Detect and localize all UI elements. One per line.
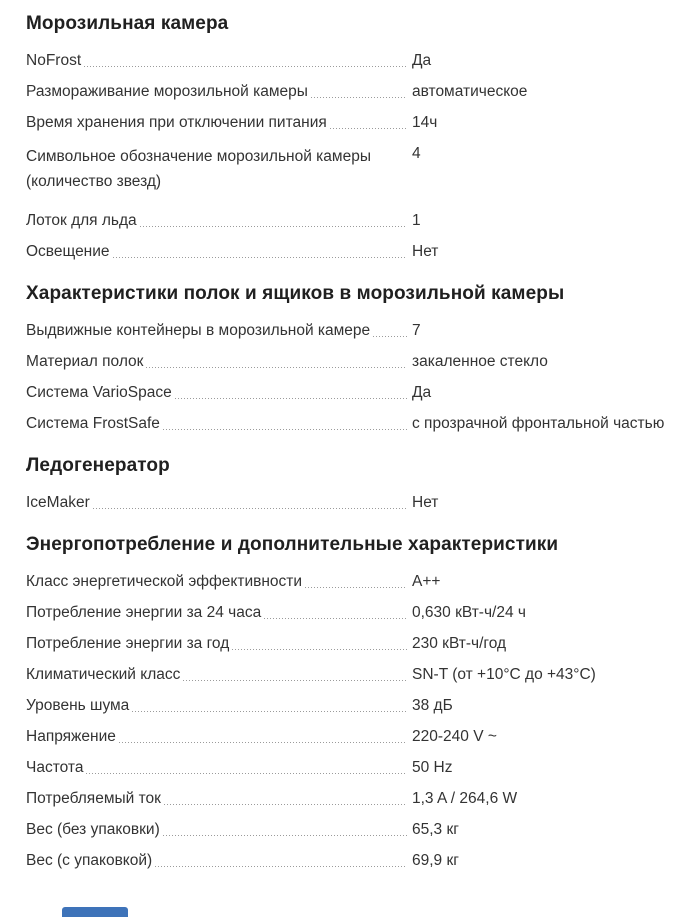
section-title: Характеристики полок и ящиков в морозильной камеры bbox=[26, 283, 565, 304]
spec-row bbox=[26, 789, 665, 808]
spec-label: Вес (без упаковки) bbox=[26, 821, 160, 838]
spec-label: Система VarioSpace bbox=[26, 384, 172, 401]
spec-label: NoFrost bbox=[26, 52, 82, 69]
spec-label: Напряжение bbox=[26, 728, 116, 745]
spec-label: Материал полок bbox=[26, 353, 144, 370]
spec-row bbox=[26, 113, 665, 132]
spec-value: 14ч bbox=[412, 114, 438, 131]
spec-label-area bbox=[26, 113, 412, 132]
spec-label-area bbox=[26, 321, 412, 340]
spec-label-area bbox=[26, 665, 412, 684]
spec-value: закаленное стекло bbox=[412, 353, 548, 370]
spec-label-area bbox=[26, 572, 412, 591]
spec-label: Символьное обозначение морозильной камеры (количество звезд) bbox=[26, 148, 371, 190]
spec-value: 0,630 кВт-ч/24 ч bbox=[412, 604, 526, 621]
spec-label-area bbox=[26, 493, 412, 512]
spec-row bbox=[26, 696, 665, 715]
dotted-leader bbox=[264, 618, 407, 619]
spec-label: Размораживание морозильной камеры bbox=[26, 83, 308, 100]
dotted-leader bbox=[311, 97, 407, 98]
dotted-leader bbox=[93, 508, 407, 509]
spec-label: Частота bbox=[26, 759, 84, 776]
spec-label-area bbox=[26, 211, 412, 230]
spec-value: автоматическое bbox=[412, 83, 528, 100]
dotted-leader bbox=[132, 711, 407, 712]
spec-label: Лоток для льда bbox=[26, 212, 137, 229]
spec-label-area bbox=[26, 82, 412, 101]
spec-label-area bbox=[26, 383, 412, 402]
spec-label-area bbox=[26, 727, 412, 746]
dotted-leader bbox=[155, 866, 407, 867]
dotted-leader bbox=[330, 128, 407, 129]
dotted-leader bbox=[86, 773, 407, 774]
spec-value: 230 кВт-ч/год bbox=[412, 635, 507, 652]
spec-value: 1 bbox=[412, 212, 421, 229]
spec-row bbox=[26, 572, 665, 591]
spec-label: Потребление энергии за 24 часа bbox=[26, 604, 262, 621]
dotted-leader bbox=[164, 804, 407, 805]
spec-row bbox=[26, 758, 665, 777]
spec-row bbox=[26, 383, 665, 402]
spec-row bbox=[26, 352, 665, 371]
spec-row bbox=[26, 603, 665, 622]
spec-label: Система FrostSafe bbox=[26, 415, 160, 432]
dotted-leader bbox=[84, 66, 407, 67]
spec-row bbox=[26, 851, 665, 870]
dotted-leader bbox=[163, 835, 407, 836]
spec-label: Класс энергетической эффективности bbox=[26, 573, 303, 590]
dotted-leader bbox=[175, 398, 407, 399]
spec-row bbox=[26, 727, 665, 746]
spec-label: Вес (с упаковкой) bbox=[26, 852, 153, 869]
section-title: Ледогенератор bbox=[26, 455, 170, 476]
dotted-leader bbox=[146, 367, 407, 368]
dotted-leader bbox=[163, 429, 407, 430]
spec-label-area bbox=[26, 820, 412, 839]
dotted-leader bbox=[373, 336, 407, 337]
spec-value: 69,9 кг bbox=[412, 852, 459, 869]
spec-label-area bbox=[26, 758, 412, 777]
spec-label-area bbox=[26, 352, 412, 371]
spec-value: 38 дБ bbox=[412, 697, 453, 714]
dotted-leader bbox=[232, 649, 407, 650]
spec-sections bbox=[26, 12, 665, 870]
spec-row bbox=[26, 144, 665, 194]
spec-label-area bbox=[26, 603, 412, 622]
partially-visible-blue-element[interactable] bbox=[62, 907, 128, 917]
spec-label-area bbox=[26, 144, 412, 194]
spec-label-area bbox=[26, 789, 412, 808]
spec-value: 50 Hz bbox=[412, 759, 453, 776]
spec-value: A++ bbox=[412, 573, 441, 590]
spec-value: 7 bbox=[412, 322, 421, 339]
spec-label: Освещение bbox=[26, 243, 110, 260]
spec-label: Уровень шума bbox=[26, 697, 130, 714]
spec-value: Да bbox=[412, 384, 432, 401]
spec-label-area bbox=[26, 51, 412, 70]
spec-label: IceMaker bbox=[26, 494, 90, 511]
dotted-leader bbox=[140, 226, 407, 227]
spec-label: Климатический класс bbox=[26, 666, 181, 683]
spec-value: 220-240 V ~ bbox=[412, 728, 497, 745]
spec-label-area bbox=[26, 851, 412, 870]
spec-label: Потребление энергии за год bbox=[26, 635, 230, 652]
spec-row bbox=[26, 820, 665, 839]
spec-label-area bbox=[26, 242, 412, 261]
spec-label: Выдвижные контейнеры в морозильной камере bbox=[26, 322, 371, 339]
spec-row bbox=[26, 82, 665, 101]
spec-value: SN-T (от +10°C до +43°C) bbox=[412, 666, 596, 683]
spec-value: Нет bbox=[412, 243, 439, 260]
spec-row bbox=[26, 665, 665, 684]
dotted-leader bbox=[113, 257, 407, 258]
spec-row bbox=[26, 242, 665, 261]
spec-row bbox=[26, 493, 665, 512]
spec-label-area bbox=[26, 634, 412, 653]
spec-value: с прозрачной фронтальной частью bbox=[412, 415, 665, 432]
spec-row bbox=[26, 321, 665, 340]
spec-label: Потребляемый ток bbox=[26, 790, 161, 807]
spec-row bbox=[26, 414, 665, 433]
section-title: Энергопотребление и дополнительные характеристики bbox=[26, 534, 559, 555]
spec-row bbox=[26, 51, 665, 70]
spec-label-area bbox=[26, 696, 412, 715]
spec-value: 65,3 кг bbox=[412, 821, 459, 838]
spec-row bbox=[26, 634, 665, 653]
spec-label: Время хранения при отключении питания bbox=[26, 114, 327, 131]
spec-value: Нет bbox=[412, 494, 439, 511]
section-title: Морозильная камера bbox=[26, 13, 229, 34]
spec-row bbox=[26, 211, 665, 230]
spec-value: 1,3 A / 264,6 W bbox=[412, 790, 518, 807]
dotted-leader bbox=[183, 680, 407, 681]
dotted-leader bbox=[119, 742, 407, 743]
spec-label-area bbox=[26, 414, 412, 433]
spec-value: 4 bbox=[412, 145, 421, 162]
dotted-leader bbox=[305, 587, 407, 588]
spec-value: Да bbox=[412, 52, 432, 69]
